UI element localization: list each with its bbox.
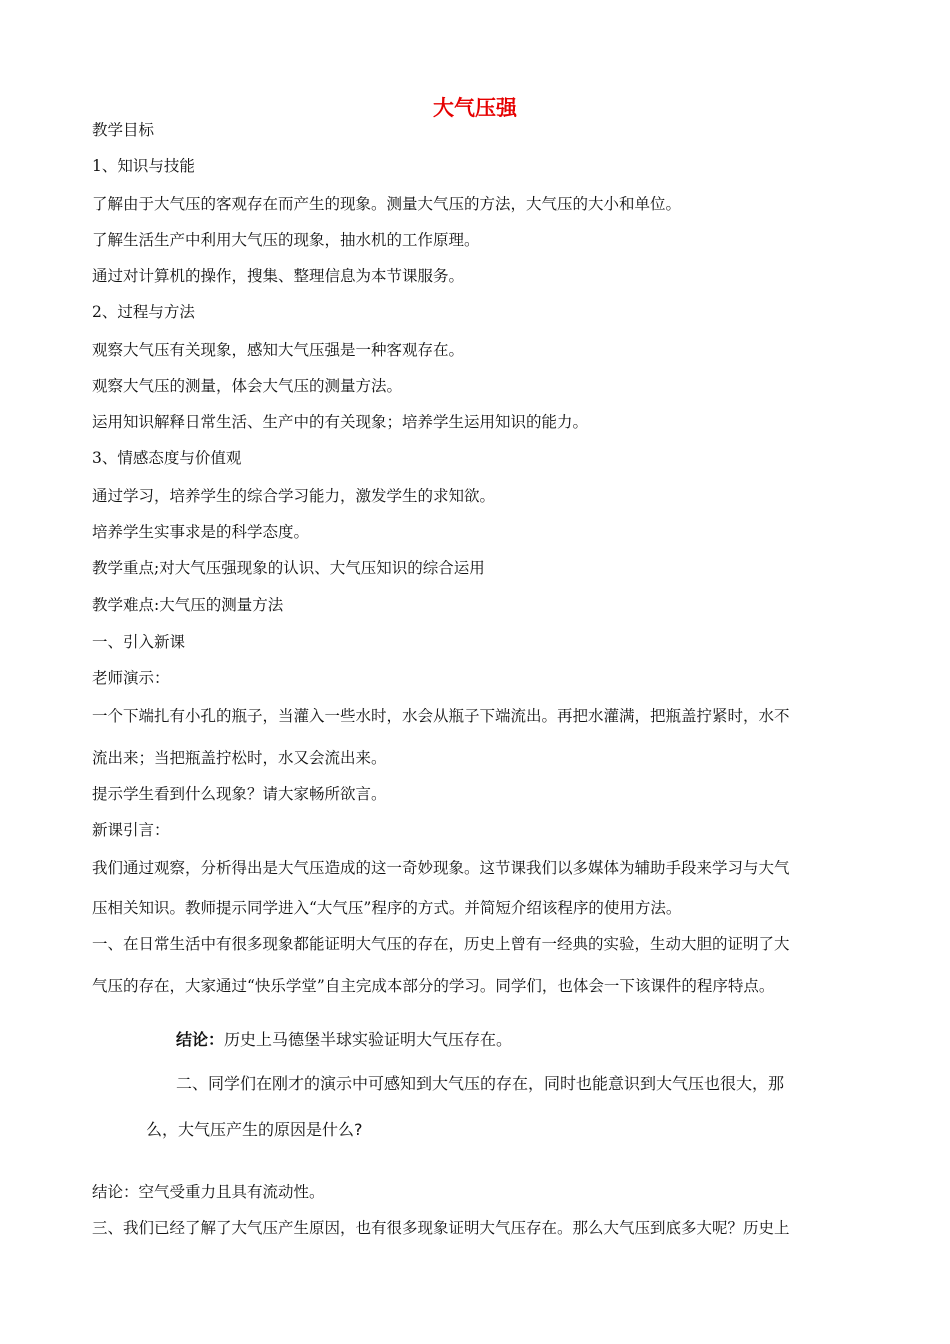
section-3-line: 三、我们已经了解了大气压产生原因，也有很多现象证明大气压存在。那么大气压到底多大呢？历史上 [92,1219,790,1237]
conclusion-1 [176,1030,950,1050]
text-line: 一、在日常生活中有很多现象都能证明大气压的存在，历史上曾有一经典的实验，生动大胆的证明了大 [92,935,790,953]
text-line: 一个下端扎有小孔的瓶子，当灌入一些水时，水会从瓶子下端流出。再把水灌满，把瓶盖拧紧时，水不 [92,707,790,725]
text-line: 了解由于大气压的客观存在而产生的现象。测量大气压的方法，大气压的大小和单位。 [92,195,682,213]
text-line: 3、情感态度与价值观 [92,449,242,467]
document-title: 大气压强 [433,96,517,120]
text-line: 通过学习，培养学生的综合学习能力，激发学生的求知欲。 [92,487,496,505]
text-line: 新课引言： [92,821,170,839]
conclusion-1-label: 结论： [176,1030,225,1049]
text-line: 通过对计算机的操作，搜集、整理信息为本节课服务。 [92,267,465,285]
text-line: 教学目标 [92,121,155,139]
text-line: 观察大气压有关现象，感知大气压强是一种客观存在。 [92,341,465,359]
text-line: 压相关知识。教师提示同学进入“大气压”程序的方式。并简短介绍该程序的使用方法。 [92,899,682,917]
text-line: 运用知识解释日常生活、生产中的有关现象；培养学生运用知识的能力。 [92,413,589,431]
text-line: 教学重点;对大气压强现象的认识、大气压知识的综合运用 [92,559,485,577]
text-line: 我们通过观察，分析得出是大气压造成的这一奇妙现象。这节课我们以多媒体为辅助手段来学习与大气 [92,859,790,877]
section-2-line-1: 二、同学们在刚才的演示中可感知到大气压的存在，同时也能意识到大气压也很大，那 [176,1074,785,1093]
text-line: 老师演示： [92,669,170,687]
text-line: 培养学生实事求是的科学态度。 [92,523,310,541]
text-line: 流出来；当把瓶盖拧松时，水又会流出来。 [92,749,387,767]
conclusion-1-text: 历史上马德堡半球实验证明大气压存在。 [224,1030,513,1049]
conclusion-2: 结论：空气受重力且具有流动性。 [92,1183,325,1201]
text-line: 观察大气压的测量，体会大气压的测量方法。 [92,377,403,395]
section-2-line-2: 么，大气压产生的原因是什么? [146,1120,363,1139]
text-line: 1、知识与技能 [92,157,195,175]
text-line: 一、引入新课 [92,633,186,651]
text-line: 气压的存在，大家通过“快乐学堂”自主完成本部分的学习。同学们，也体会一下该课件的程序特点。 [92,977,775,995]
text-line: 了解生活生产中利用大气压的现象，抽水机的工作原理。 [92,231,480,249]
text-line: 提示学生看到什么现象？请大家畅所欲言。 [92,785,387,803]
text-line: 教学难点:大气压的测量方法 [92,596,284,614]
text-line: 2、过程与方法 [92,303,195,321]
